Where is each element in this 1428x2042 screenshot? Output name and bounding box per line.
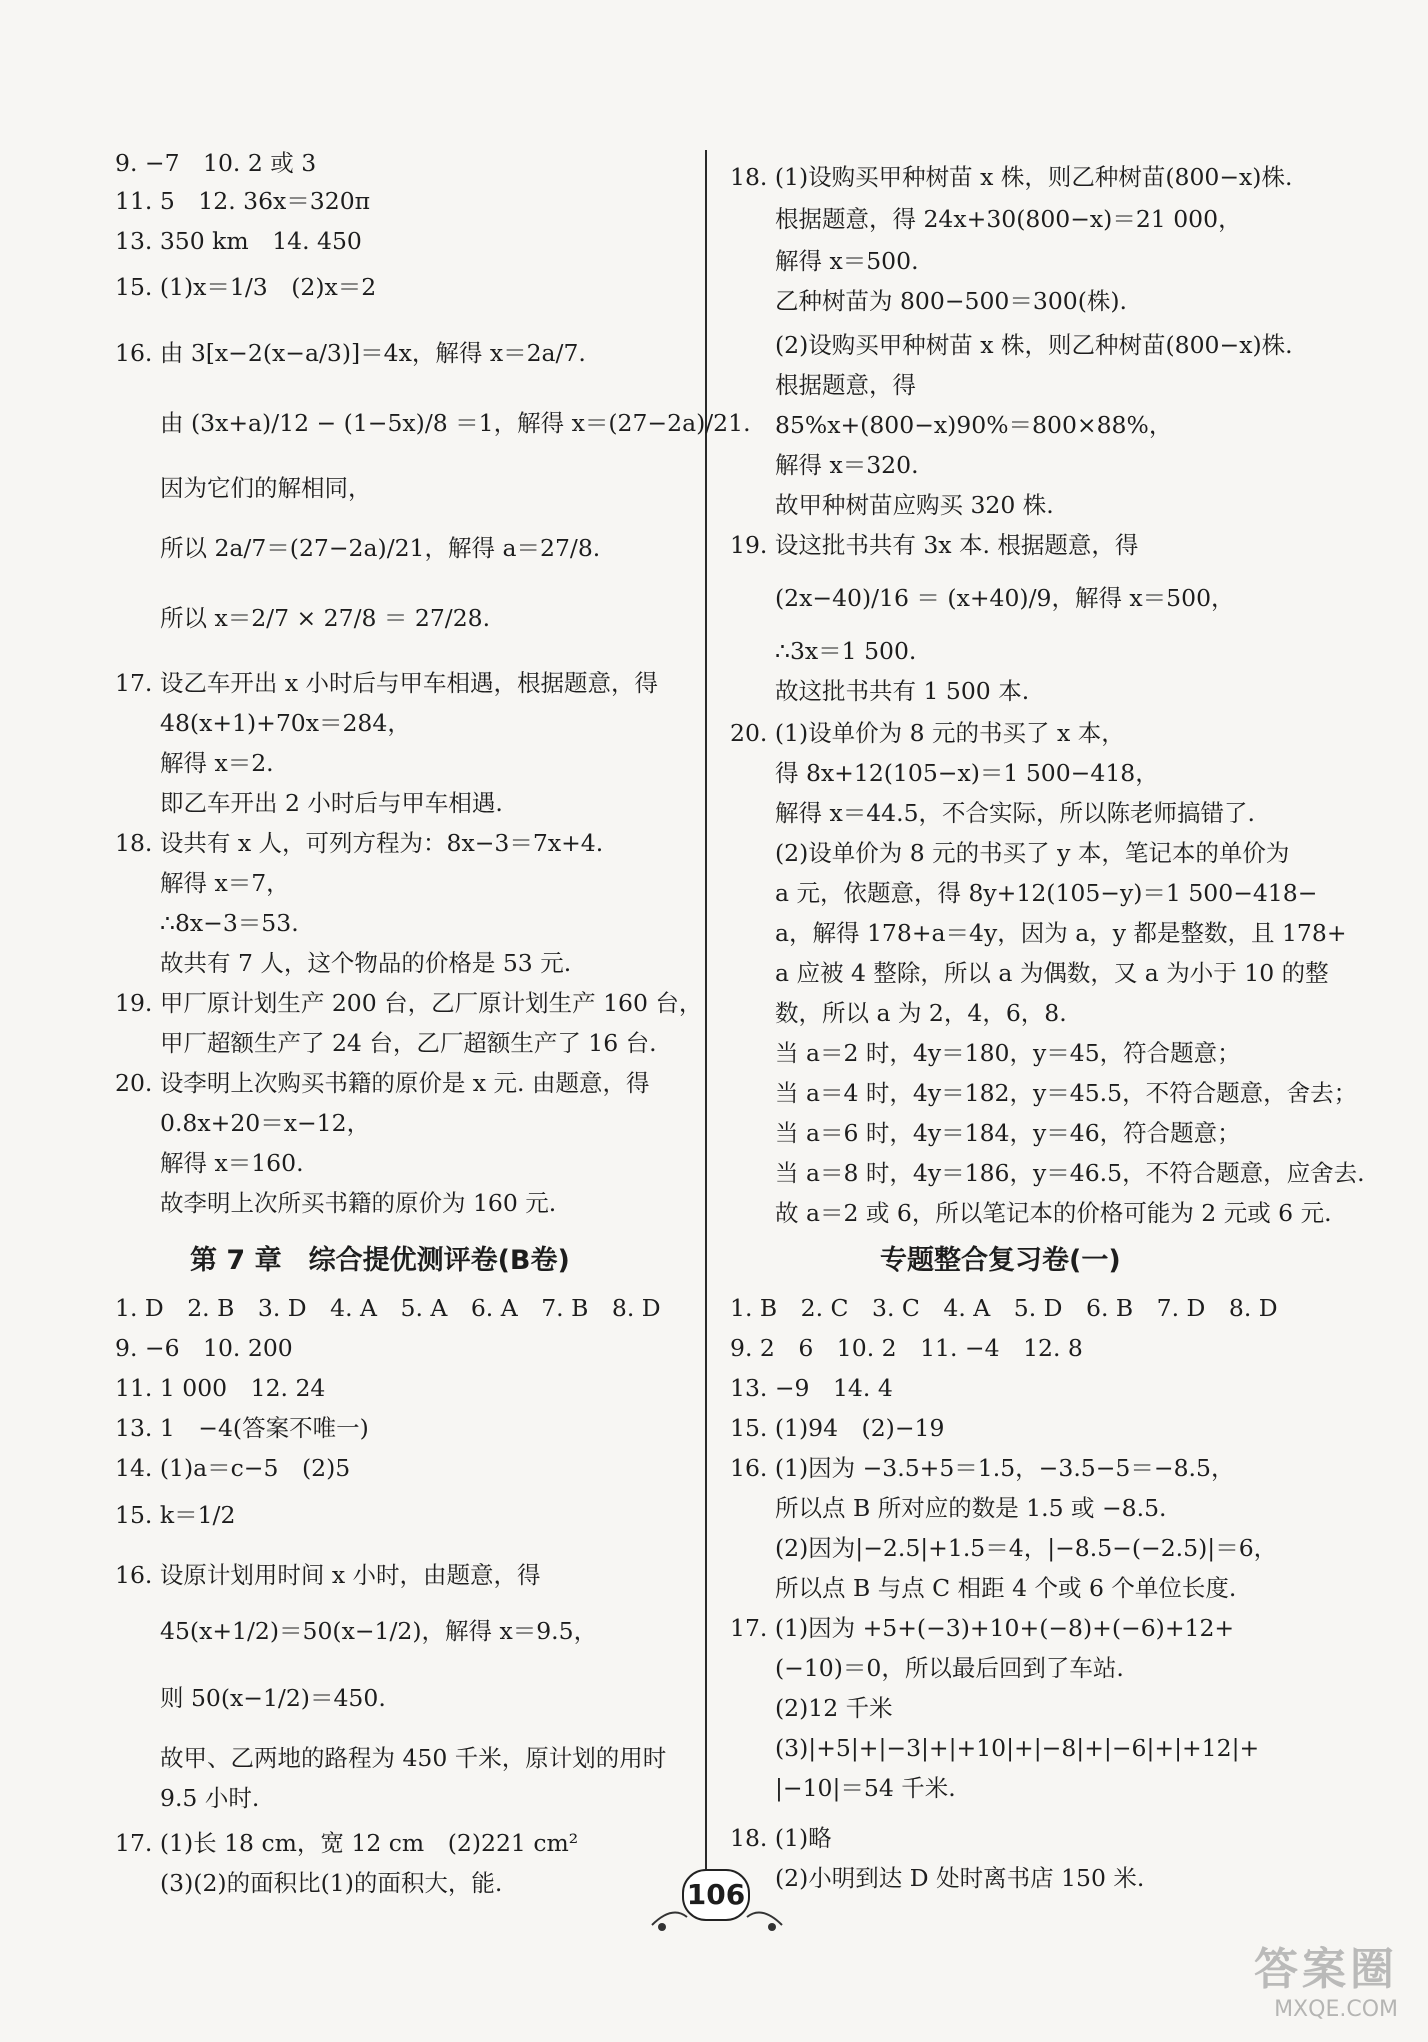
answer-line: 9. −7 10. 2 或 3 xyxy=(115,149,317,177)
answer-line: 48(x+1)+70x＝284， xyxy=(160,709,411,737)
answer-line: 11. 1 000 12. 24 xyxy=(115,1374,326,1402)
answer-line: 15. k＝1/2 xyxy=(115,1501,236,1529)
answer-line: 1. D 2. B 3. D 4. A 5. A 6. A 7. B 8. D xyxy=(115,1294,661,1322)
answer-line: 14. (1)a＝c−5 (2)5 xyxy=(115,1454,351,1482)
answer-line: 解得 x＝44.5，不合实际，所以陈老师搞错了. xyxy=(775,799,1256,827)
answer-line: 13. −9 14. 4 xyxy=(730,1374,893,1402)
answer-line: 当 a＝2 时，4y＝180，y＝45，符合题意； xyxy=(775,1039,1241,1067)
answer-line: 数，所以 a 为 2，4，6，8. xyxy=(775,999,1067,1027)
answer-line: (2)小明到达 D 处时离书店 150 米. xyxy=(775,1864,1145,1892)
answer-line: 由 (3x+a)/12 − (1−5x)/8 ＝1，解得 x＝(27−2a)/21. xyxy=(160,409,751,437)
answer-line: 乙种树苗为 800−500＝300(株). xyxy=(775,287,1128,315)
watermark-url: MXQE.COM xyxy=(1274,1997,1398,2022)
answer-line: 13. 1 −4(答案不唯一) xyxy=(115,1414,369,1442)
answer-line: 当 a＝8 时，4y＝186，y＝46.5，不符合题意，应舍去. xyxy=(775,1159,1365,1187)
answer-line: 解得 x＝500. xyxy=(775,247,919,275)
answer-line: 20. (1)设单价为 8 元的书买了 x 本， xyxy=(730,719,1125,747)
answer-line: 18. 设共有 x 人，可列方程为：8x−3＝7x+4. xyxy=(115,829,604,857)
answer-line: 15. (1)x＝1/3 (2)x＝2 xyxy=(115,273,377,301)
watermark-logo: 答案圈 xyxy=(1254,1944,1398,1995)
answer-line: 解得 x＝160. xyxy=(160,1149,304,1177)
answer-line: (3)|+5|+|−3|+|+10|+|−8|+|−6|+|+12|+ xyxy=(775,1734,1260,1762)
answer-line: 45(x+1/2)＝50(x−1/2)，解得 x＝9.5， xyxy=(160,1617,598,1645)
answer-line: 故 a＝2 或 6，所以笔记本的价格可能为 2 元或 6 元. xyxy=(775,1199,1332,1227)
answer-line: 19. 甲厂原计划生产 200 台，乙厂原计划生产 160 台， xyxy=(115,989,703,1017)
answer-line: 18. (1)略 xyxy=(730,1824,832,1852)
answer-line: 当 a＝4 时，4y＝182，y＝45.5，不符合题意，舍去； xyxy=(775,1079,1358,1107)
answer-line: (3)(2)的面积比(1)的面积大，能. xyxy=(160,1869,503,1897)
answer-line: a 应被 4 整除，所以 a 为偶数，又 a 为小于 10 的整 xyxy=(775,959,1329,987)
answer-line: 当 a＝6 时，4y＝184，y＝46，符合题意； xyxy=(775,1119,1241,1147)
answer-line: ∴8x−3＝53. xyxy=(160,909,299,937)
answer-line: 故甲种树苗应购买 320 株. xyxy=(775,491,1054,519)
section-heading: 第 7 章 综合提优测评卷(B卷) xyxy=(190,1245,570,1276)
answer-line: 解得 x＝2. xyxy=(160,749,274,777)
answer-line: 所以点 B 与点 C 相距 4 个或 6 个单位长度. xyxy=(775,1574,1237,1602)
answer-line: 解得 x＝7， xyxy=(160,869,290,897)
answer-line: 故李明上次所买书籍的原价为 160 元. xyxy=(160,1189,557,1217)
answer-line: |−10|＝54 千米. xyxy=(775,1774,956,1802)
answer-line: (2x−40)/16 ＝ (x+40)/9，解得 x＝500， xyxy=(775,584,1235,612)
answer-line: 所以点 B 所对应的数是 1.5 或 −8.5. xyxy=(775,1494,1167,1522)
answer-line: 故甲、乙两地的路程为 450 千米，原计划的用时 xyxy=(160,1744,667,1772)
answer-line: 9.5 小时. xyxy=(160,1784,260,1812)
answer-line: 所以 2a/7＝(27−2a)/21，解得 a＝27/8. xyxy=(160,534,601,562)
answer-line: 故这批书共有 1 500 本. xyxy=(775,677,1030,705)
answer-line: 17. 设乙车开出 x 小时后与甲车相遇，根据题意，得 xyxy=(115,669,659,697)
answer-line: ∴3x＝1 500. xyxy=(775,637,917,665)
answer-line: (2)12 千米 xyxy=(775,1694,893,1722)
answer-line: 解得 x＝320. xyxy=(775,451,919,479)
answer-line: 16. 设原计划用时间 x 小时，由题意，得 xyxy=(115,1561,541,1589)
answer-line: 17. (1)因为 +5+(−3)+10+(−8)+(−6)+12+ xyxy=(730,1614,1235,1642)
section-heading: 专题整合复习卷(一) xyxy=(880,1245,1121,1276)
answer-line: 则 50(x−1/2)＝450. xyxy=(160,1684,386,1712)
answer-line: 甲厂超额生产了 24 台，乙厂超额生产了 16 台. xyxy=(160,1029,657,1057)
answer-line: 根据题意，得 xyxy=(775,371,916,399)
answer-line: 0.8x+20＝x−12， xyxy=(160,1109,371,1137)
answer-line: (−10)＝0，所以最后回到了车站. xyxy=(775,1654,1124,1682)
answer-line: 因为它们的解相同， xyxy=(160,474,372,502)
answer-line: (2)设单价为 8 元的书买了 y 本，笔记本的单价为 xyxy=(775,839,1290,867)
answer-line: 9. 2 6 10. 2 11. −4 12. 8 xyxy=(730,1334,1083,1362)
answer-line: 18. (1)设购买甲种树苗 x 株，则乙种树苗(800−x)株. xyxy=(730,163,1293,191)
answer-line: 11. 5 12. 36x＝320π xyxy=(115,187,371,215)
answer-line: (2)设购买甲种树苗 x 株，则乙种树苗(800−x)株. xyxy=(775,331,1293,359)
answer-line: a 元，依题意，得 8y+12(105−y)＝1 500−418− xyxy=(775,879,1318,907)
watermark xyxy=(1254,1933,1398,2022)
answer-line: a，解得 178+a＝4y，因为 a，y 都是整数，且 178+ xyxy=(775,919,1347,947)
answer-line: 1. B 2. C 3. C 4. A 5. D 6. B 7. D 8. D xyxy=(730,1294,1278,1322)
answer-line: 16. (1)因为 −3.5+5＝1.5，−3.5−5＝−8.5， xyxy=(730,1454,1235,1482)
answer-line: 16. 由 3[x−2(x−a/3)]＝4x，解得 x＝2a/7. xyxy=(115,339,586,367)
answer-line: 根据题意，得 24x+30(800−x)＝21 000， xyxy=(775,205,1242,233)
answer-line: 19. 设这批书共有 3x 本. 根据题意，得 xyxy=(730,531,1139,559)
answer-line: 即乙车开出 2 小时后与甲车相遇. xyxy=(160,789,503,817)
answer-line: 15. (1)94 (2)−19 xyxy=(730,1414,945,1442)
answer-line: 13. 350 km 14. 450 xyxy=(115,227,362,255)
answer-line: 85%x+(800−x)90%＝800×88%， xyxy=(775,411,1173,439)
answer-line: 故共有 7 人，这个物品的价格是 53 元. xyxy=(160,949,572,977)
page-number: 106 xyxy=(682,1869,750,1921)
page-number-badge xyxy=(642,1855,792,1935)
answer-line: (2)因为|−2.5|+1.5＝4，|−8.5−(−2.5)|＝6， xyxy=(775,1534,1278,1562)
answer-line: 20. 设李明上次购买书籍的原价是 x 元. 由题意，得 xyxy=(115,1069,650,1097)
answer-line: 9. −6 10. 200 xyxy=(115,1334,293,1362)
answer-line: 得 8x+12(105−x)＝1 500−418， xyxy=(775,759,1159,787)
answer-line: 所以 x＝2/7 × 27/8 ＝ 27/28. xyxy=(160,604,491,632)
answer-line: 17. (1)长 18 cm，宽 12 cm (2)221 cm² xyxy=(115,1829,579,1857)
